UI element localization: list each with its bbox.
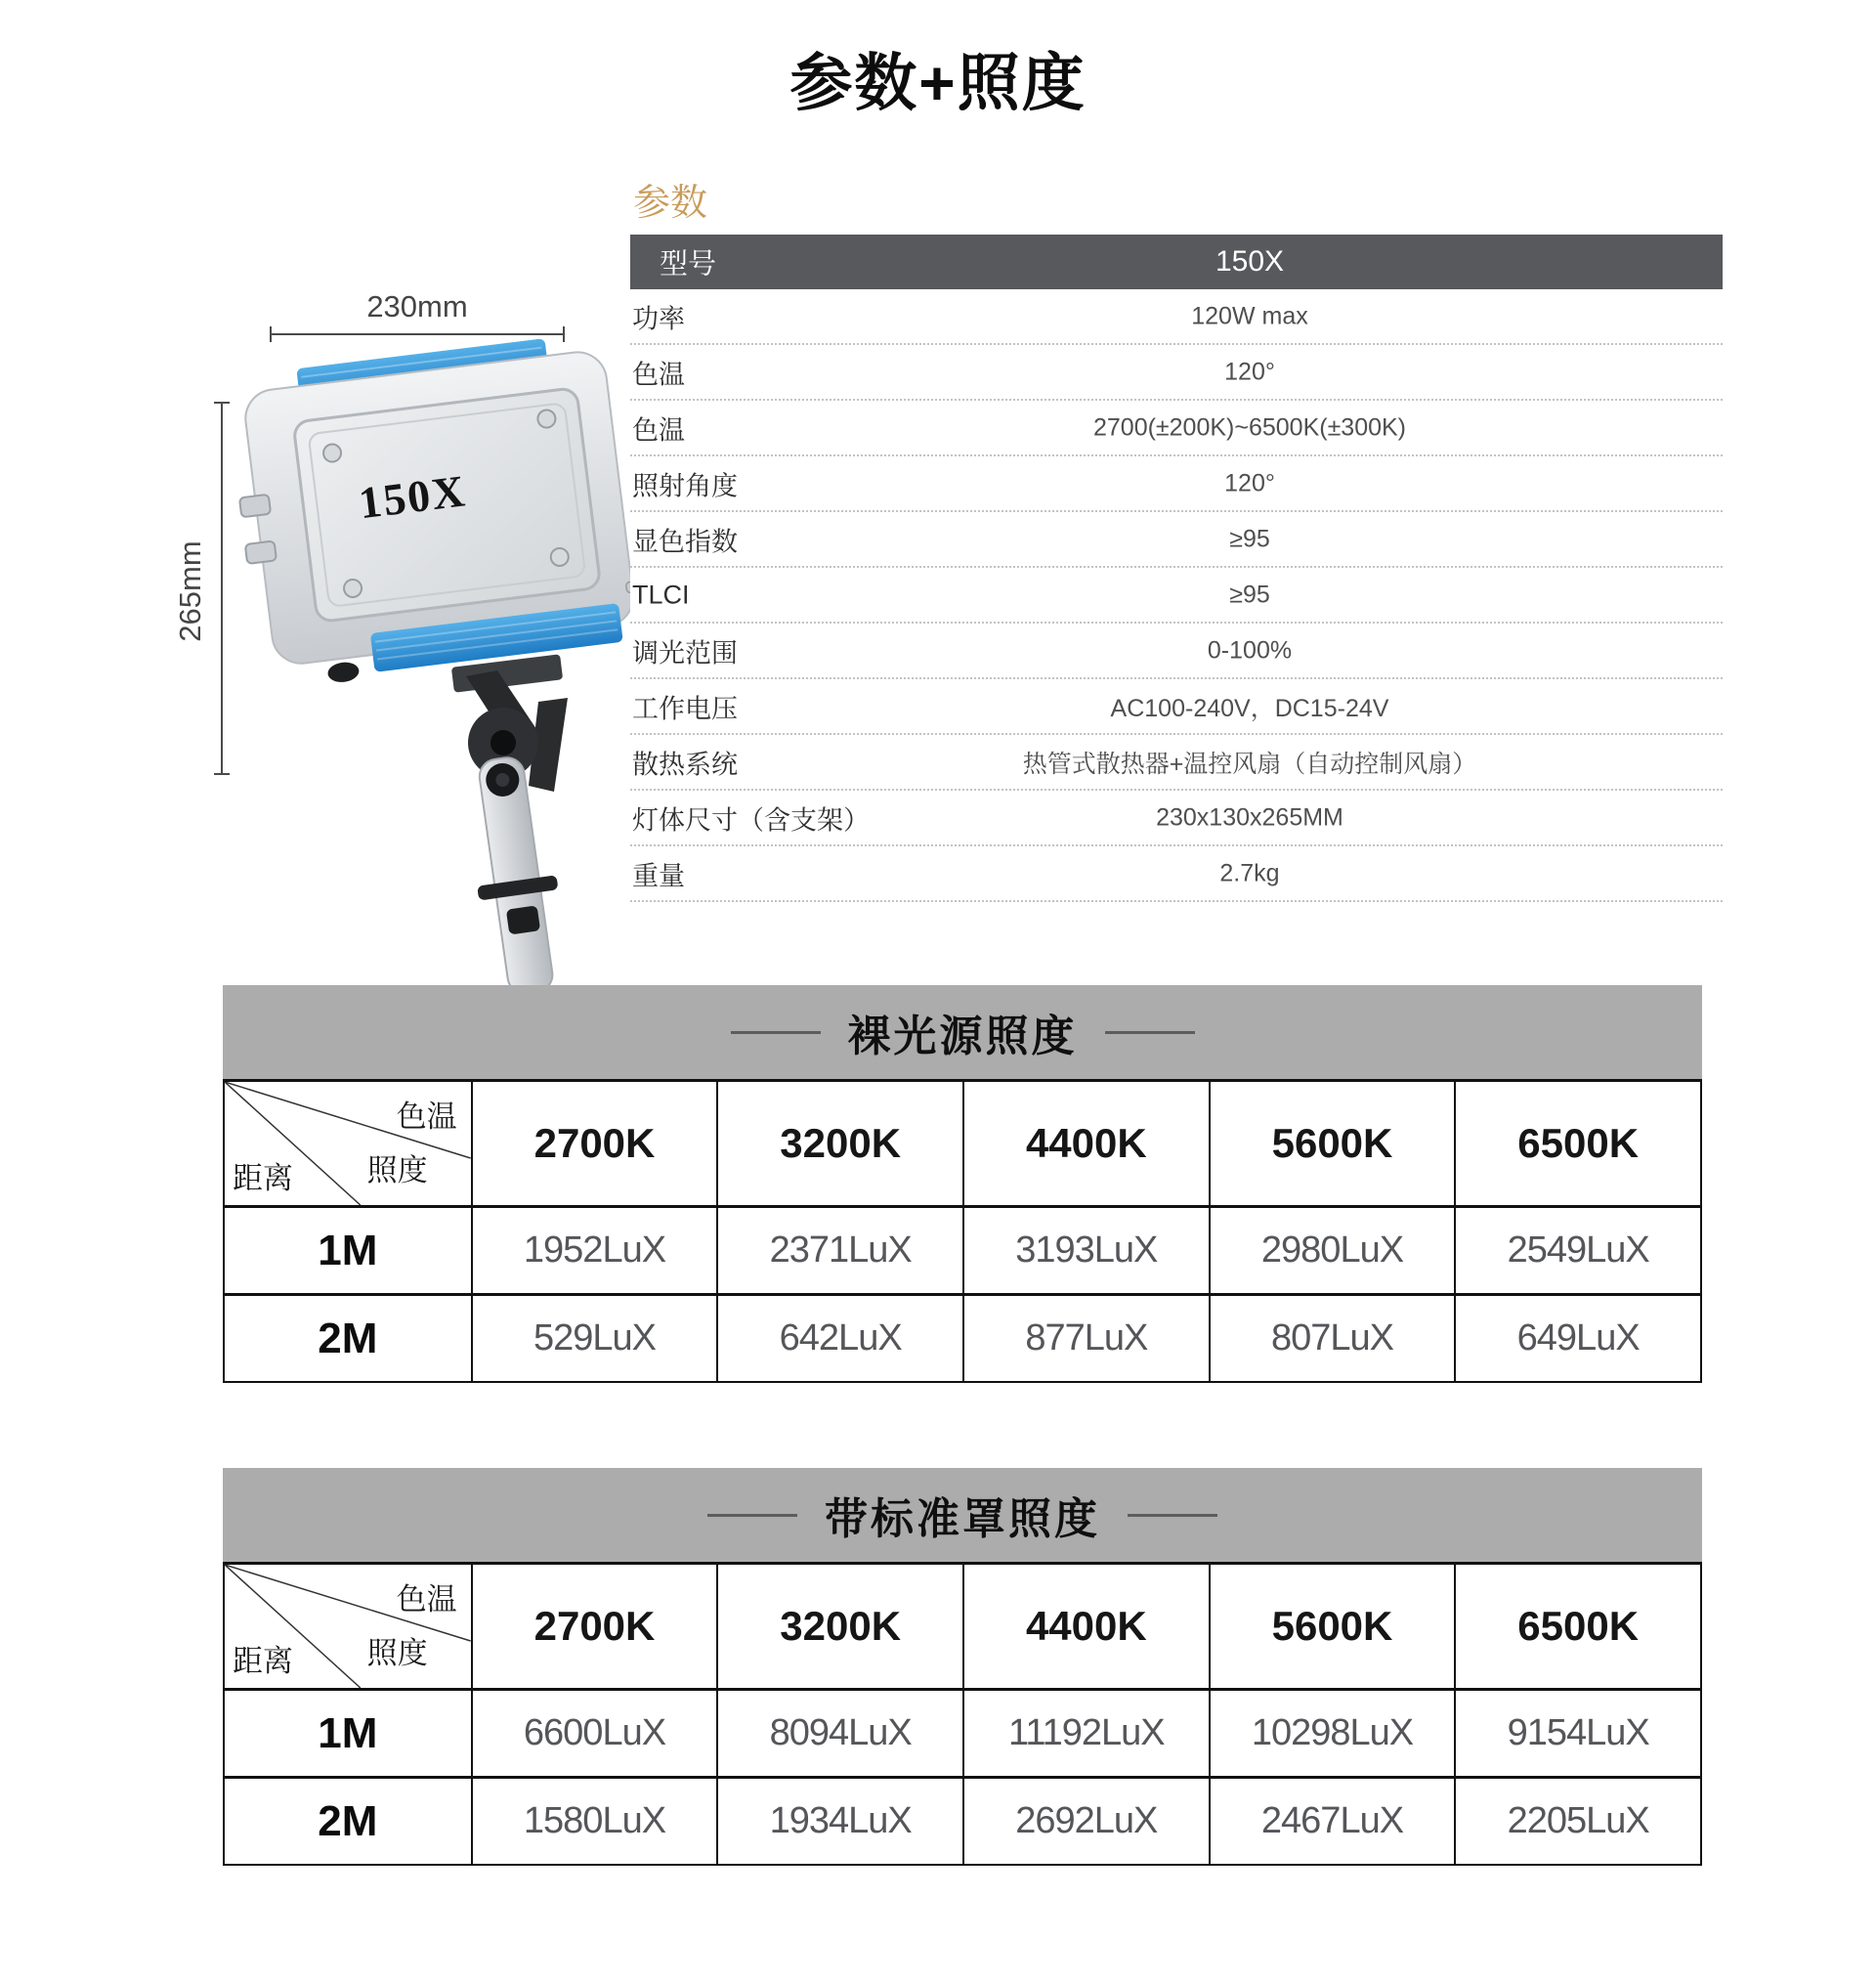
distance-cell: 1M [225,1205,471,1293]
spec-row-label: 重量 [632,861,685,890]
spec-row-voltage [630,679,1723,735]
lux-value: 649LuX [1454,1293,1700,1381]
band-dash-left [707,1514,797,1517]
column-header: 5600K [1209,1565,1455,1688]
width-dimension-label: 230mm [366,289,468,323]
light-body [225,330,630,692]
spec-row-label: 工作电压 [632,694,738,723]
spec-row-value: 120° [1224,469,1275,496]
band-dash-right [1105,1031,1195,1034]
spec-row-dimming [630,624,1723,679]
lux-value: 8094LuX [716,1688,962,1776]
bare-source-lux-table [223,985,1702,1383]
bare-source-lux-title: 裸光源照度 [847,1013,1078,1060]
corner-label-distance: 距离 [233,1644,293,1678]
params-section-heading: 参数 [633,183,708,224]
lux-value: 1934LuX [716,1776,962,1864]
spec-table-header-row [630,235,1723,289]
standard-reflector-lux-table [223,1468,1702,1866]
standard-reflector-lux-grid [223,1562,1702,1866]
column-header: 2700K [471,1565,717,1688]
column-header: 2700K [471,1082,717,1205]
page-title: 参数+照度 [789,48,1087,118]
spec-row-color-temp-range [630,401,1723,456]
lux-value: 2371LuX [716,1205,962,1293]
spec-row-value: 热管式散热器+温控风扇（自动控制风扇） [1022,750,1477,778]
column-header: 4400K [962,1565,1209,1688]
spec-row-value: 120W max [1191,302,1308,329]
lux-value: 10298LuX [1209,1688,1455,1776]
lux-value: 642LuX [716,1293,962,1381]
spec-row-label: 灯体尺寸（含支架） [632,805,870,835]
lux-value: 2692LuX [962,1776,1209,1864]
spec-table [630,235,1723,902]
lux-value: 9154LuX [1454,1688,1700,1776]
spec-row-tlci [630,568,1723,624]
spec-header-label: 型号 [660,248,717,280]
bare-source-lux-grid [223,1079,1702,1383]
spec-row-cri [630,512,1723,568]
column-header: 6500K [1454,1082,1700,1205]
spec-row-value: ≥95 [1229,525,1270,552]
product-image [161,283,630,1007]
spec-row-label: TLCI [632,580,690,609]
column-header: 6500K [1454,1565,1700,1688]
distance-cell: 2M [225,1293,471,1381]
corner-label-illuminance: 照度 [366,1153,428,1187]
mount-yoke [451,654,573,998]
standard-reflector-lux-header-band [223,1468,1702,1562]
column-header: 4400K [962,1082,1209,1205]
lux-value: 807LuX [1209,1293,1455,1381]
spec-row-value: 120° [1224,358,1275,385]
spec-row-label: 照射角度 [632,471,738,500]
product-model-label: 150X [356,465,470,529]
lux-value: 1580LuX [471,1776,717,1864]
corner-cell [225,1565,471,1688]
spec-row-value: ≥95 [1229,581,1270,608]
column-header: 3200K [716,1082,962,1205]
lux-value: 6600LuX [471,1688,717,1776]
corner-label-color-temp: 色温 [396,1582,457,1617]
corner-label-color-temp: 色温 [396,1100,457,1134]
spec-row-value: 230x130x265MM [1156,803,1343,831]
width-dimension-line [271,326,564,342]
spec-row-value: 2.7kg [1219,859,1280,886]
column-header: 3200K [716,1565,962,1688]
spec-row-label: 散热系统 [632,750,738,779]
spec-row-label: 调光范围 [632,638,738,668]
spec-row-label: 显色指数 [632,527,738,556]
lux-value: 2467LuX [1209,1776,1455,1864]
corner-cell [225,1082,471,1205]
spec-row-label: 色温 [632,415,685,445]
spec-row-value: 0-100% [1207,636,1293,664]
lux-value: 11192LuX [962,1688,1209,1776]
lux-value: 877LuX [962,1293,1209,1381]
spec-row-beam-angle [630,456,1723,512]
spec-row-value: AC100-240V，DC15-24V [1110,694,1389,722]
spec-row-dimensions [630,791,1723,846]
band-dash-left [731,1031,821,1034]
height-dimension-line [214,403,230,774]
spec-row-value: 2700(±200K)~6500K(±300K) [1092,413,1407,441]
lux-value: 1952LuX [471,1205,717,1293]
lux-value: 2980LuX [1209,1205,1455,1293]
distance-cell: 1M [225,1688,471,1776]
spec-row-cooling [630,735,1723,791]
band-dash-right [1128,1514,1217,1517]
lux-value: 2549LuX [1454,1205,1700,1293]
spec-row-label: 功率 [632,304,685,333]
lux-value: 2205LuX [1454,1776,1700,1864]
lux-value: 3193LuX [962,1205,1209,1293]
corner-label-illuminance: 照度 [366,1636,428,1670]
standard-reflector-lux-title: 带标准罩照度 [825,1495,1100,1543]
spec-row-weight [630,846,1723,902]
corner-label-distance: 距离 [233,1161,293,1195]
bare-source-lux-header-band [223,985,1702,1079]
spec-row-label: 色温 [632,360,685,389]
spec-row-power [630,289,1723,345]
spec-row-color-temp-angle [630,345,1723,401]
height-dimension-label: 265mm [173,540,207,642]
lux-value: 529LuX [471,1293,717,1381]
column-header: 5600K [1209,1082,1455,1205]
spec-header-value: 150X [1215,245,1285,278]
distance-cell: 2M [225,1776,471,1864]
